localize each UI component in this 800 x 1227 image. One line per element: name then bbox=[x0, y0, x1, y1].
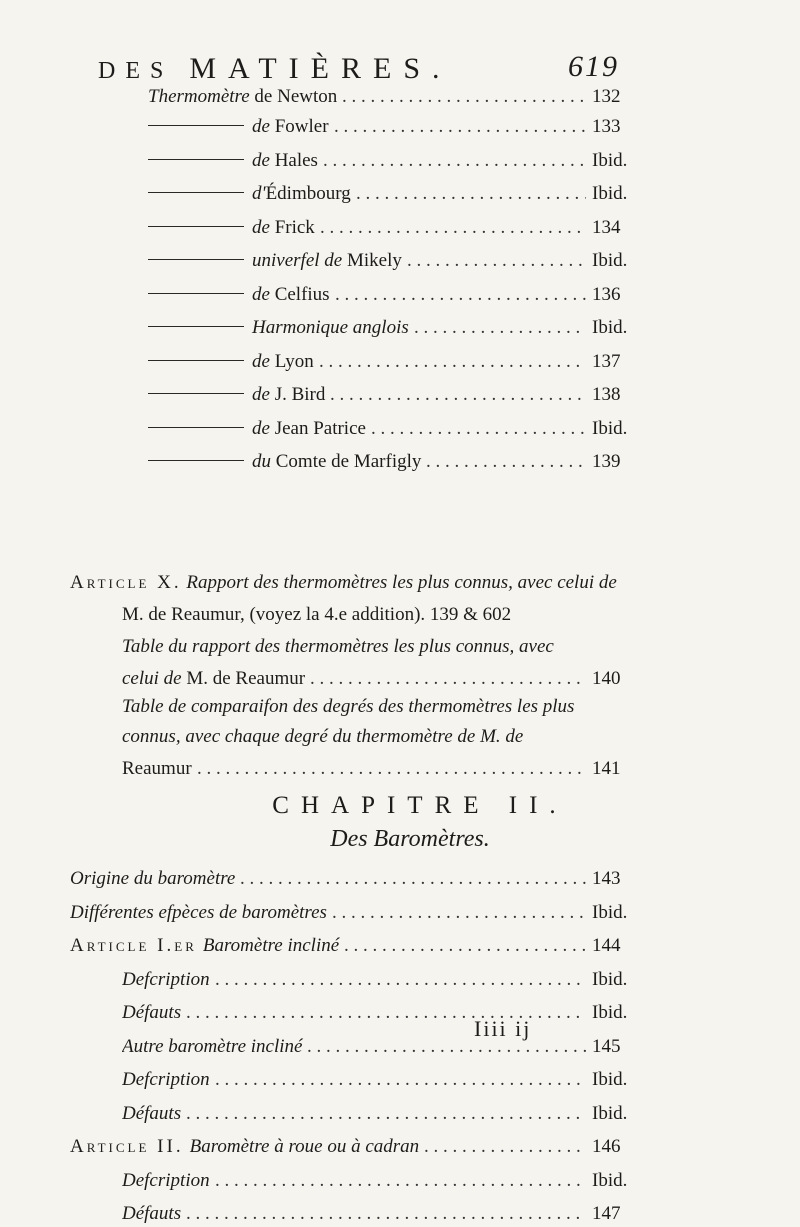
entry-label: Mikely bbox=[342, 250, 402, 271]
entry-page: 144 bbox=[592, 935, 621, 956]
entry-page: 145 bbox=[592, 1036, 621, 1057]
entry-label: Lyon bbox=[269, 351, 314, 372]
article-x-line1: Rapport des thermomètres les plus connus, avec celui de bbox=[186, 572, 617, 593]
toc-entry-barometer bbox=[122, 1201, 648, 1227]
ditto-dash bbox=[148, 259, 244, 260]
running-title-left: DES bbox=[98, 58, 174, 84]
dot-leader bbox=[310, 666, 586, 692]
chapter-title: Des Baromètres. bbox=[330, 826, 490, 852]
dot-leader bbox=[215, 1067, 586, 1093]
entry-page: Ibid. bbox=[592, 250, 628, 271]
dot-leader bbox=[186, 1201, 586, 1227]
dot-leader bbox=[240, 866, 586, 892]
entry-page: Ibid. bbox=[592, 969, 628, 990]
entry-prefix: de bbox=[252, 284, 270, 305]
ditto-dash bbox=[148, 125, 244, 126]
entry-page: 136 bbox=[592, 284, 621, 305]
dot-leader bbox=[320, 215, 586, 241]
dot-leader bbox=[186, 1101, 586, 1127]
table2-line2-block bbox=[122, 722, 682, 752]
toc-entry-thermometer bbox=[148, 114, 648, 140]
table1-line1: Table du rapport des thermomètres les plus connus, avec bbox=[122, 636, 554, 657]
entry-label: Baromètre à roue ou à cadran bbox=[189, 1136, 420, 1157]
toc-entry-thermometer bbox=[148, 248, 648, 274]
entry-label: Comte de Marfigly bbox=[271, 451, 422, 472]
entry-page: Ibid. bbox=[592, 183, 628, 204]
table1-block bbox=[122, 632, 682, 662]
entry-page: 134 bbox=[592, 217, 621, 238]
entry-label: Différentes efpèces de baromètres bbox=[70, 902, 327, 923]
entry-page: 133 bbox=[592, 116, 621, 137]
entry-label: Jean Patrice bbox=[269, 418, 366, 439]
entry-prefix: de bbox=[252, 418, 270, 439]
entry-page: 138 bbox=[592, 384, 621, 405]
entry-page: Ibid. bbox=[592, 1002, 628, 1023]
toc-entry-thermometer-newton bbox=[148, 84, 648, 110]
ditto-dash bbox=[148, 326, 244, 327]
entry-label: Hales bbox=[269, 150, 318, 171]
entry-label: J. Bird bbox=[269, 384, 326, 405]
entry-label: Celfius bbox=[269, 284, 330, 305]
dot-leader bbox=[344, 933, 586, 959]
running-title-middle: MATIÈRES. bbox=[189, 52, 452, 85]
entry-prefix: d' bbox=[252, 183, 266, 204]
dot-leader bbox=[330, 382, 586, 408]
dot-leader bbox=[215, 967, 586, 993]
ditto-dash bbox=[148, 427, 244, 428]
entry-label: Fowler bbox=[269, 116, 329, 137]
signature-mark: Iiii ij bbox=[474, 1016, 532, 1041]
entry-page: 139 bbox=[592, 451, 621, 472]
entry-label: Origine du baromètre bbox=[70, 868, 236, 889]
entry-label: Défauts bbox=[122, 1203, 182, 1224]
table2-line3 bbox=[122, 756, 648, 782]
entry-page: Ibid. bbox=[592, 150, 628, 171]
toc-entry-barometer bbox=[122, 1067, 648, 1093]
ditto-dash bbox=[148, 360, 244, 361]
chapter-number: CHAPITRE II. bbox=[272, 792, 568, 819]
entry-prefix: Harmonique anglois bbox=[252, 317, 409, 338]
toc-entry-barometer bbox=[122, 1000, 648, 1026]
ditto-dash bbox=[148, 393, 244, 394]
entry-label: Défauts bbox=[122, 1002, 182, 1023]
entry-page: 132 bbox=[592, 86, 621, 107]
entry-label: Édimbourg bbox=[265, 183, 351, 204]
article-x-heading: Article X. bbox=[70, 572, 182, 593]
entry-page: 146 bbox=[592, 1136, 621, 1157]
entry-label: Defcription bbox=[122, 1170, 210, 1191]
toc-entry-barometer bbox=[70, 933, 648, 959]
table1-line2 bbox=[122, 666, 648, 692]
ditto-dash bbox=[148, 226, 244, 227]
ditto-dash bbox=[148, 159, 244, 160]
entry-page: Ibid. bbox=[592, 317, 628, 338]
dot-leader bbox=[215, 1168, 586, 1194]
entry-page: 143 bbox=[592, 868, 621, 889]
entry-label: Défauts bbox=[122, 1103, 182, 1124]
dot-leader bbox=[371, 416, 586, 442]
entry-page: Ibid. bbox=[592, 902, 628, 923]
toc-entry-barometer bbox=[122, 1168, 648, 1194]
dot-leader bbox=[323, 148, 586, 174]
entry-prefix: du bbox=[252, 451, 271, 472]
toc-entry-thermometer bbox=[148, 181, 648, 207]
ditto-dash bbox=[148, 192, 244, 193]
toc-entry-barometer bbox=[122, 1101, 648, 1127]
entry-page: Ibid. bbox=[592, 1069, 628, 1090]
entry-prefix: Thermomètre bbox=[148, 86, 250, 107]
entry-prefix: de bbox=[252, 150, 270, 171]
toc-entry-thermometer bbox=[148, 449, 648, 475]
table2-line2: connus, avec chaque degré du thermomètre de M. de bbox=[122, 726, 524, 747]
dot-leader bbox=[197, 756, 586, 782]
entry-page: Ibid. bbox=[592, 418, 628, 439]
toc-entry-barometer bbox=[70, 900, 648, 926]
entry-prefix: de bbox=[252, 351, 270, 372]
entry-prefix: de bbox=[252, 384, 270, 405]
ditto-dash bbox=[148, 293, 244, 294]
toc-entry-thermometer bbox=[148, 382, 648, 408]
entry-label: Defcription bbox=[122, 969, 210, 990]
entry-label: Defcription bbox=[122, 1069, 210, 1090]
entry-label: Autre baromètre incliné bbox=[122, 1036, 303, 1057]
entry-label: Baromètre incliné bbox=[202, 935, 340, 956]
dot-leader bbox=[332, 900, 586, 926]
article-prefix: Article I.er bbox=[70, 935, 197, 956]
table2-block bbox=[122, 692, 682, 722]
ditto-dash bbox=[148, 460, 244, 461]
dot-leader bbox=[319, 349, 586, 375]
table2-line3-label: Reaumur bbox=[122, 758, 195, 779]
running-title bbox=[98, 52, 452, 86]
dot-leader bbox=[342, 84, 586, 110]
article-x-line2: M. de Reaumur, (voyez la 4.e addition). 139 & 602 bbox=[122, 604, 512, 625]
page-number: 619 bbox=[568, 50, 619, 83]
dot-leader bbox=[307, 1034, 586, 1060]
dot-leader bbox=[334, 114, 586, 140]
table1-page: 140 bbox=[592, 668, 621, 689]
toc-entry-barometer bbox=[122, 1034, 648, 1060]
toc-entry-thermometer bbox=[148, 315, 648, 341]
dot-leader bbox=[426, 449, 586, 475]
table1-line2-rest: M. de Reaumur bbox=[181, 668, 306, 689]
toc-entry-thermometer bbox=[148, 148, 648, 174]
dot-leader bbox=[356, 181, 586, 207]
table2-page: 141 bbox=[592, 758, 621, 779]
entry-prefix: univerfel de bbox=[252, 250, 343, 271]
toc-entry-barometer bbox=[70, 866, 648, 892]
entry-label: Frick bbox=[269, 217, 315, 238]
entry-page: Ibid. bbox=[592, 1103, 628, 1124]
dot-leader bbox=[407, 248, 586, 274]
article-prefix: Article II. bbox=[70, 1136, 184, 1157]
entry-label: de Newton bbox=[249, 86, 338, 107]
toc-entry-thermometer bbox=[148, 416, 648, 442]
entry-page: Ibid. bbox=[592, 1170, 628, 1191]
toc-entry-thermometer bbox=[148, 349, 648, 375]
toc-entry-thermometer bbox=[148, 282, 648, 308]
toc-entry-barometer bbox=[122, 967, 648, 993]
dot-leader bbox=[414, 315, 586, 341]
entry-page: 137 bbox=[592, 351, 621, 372]
table2-line1: Table de comparaifon des degrés des thermomètres les plus bbox=[122, 696, 575, 717]
table1-line2-italic: celui de bbox=[122, 668, 182, 689]
toc-entry-thermometer bbox=[148, 215, 648, 241]
entry-prefix: de bbox=[252, 217, 270, 238]
entry-page: 147 bbox=[592, 1203, 621, 1224]
entry-prefix: de bbox=[252, 116, 270, 137]
dot-leader bbox=[335, 282, 586, 308]
